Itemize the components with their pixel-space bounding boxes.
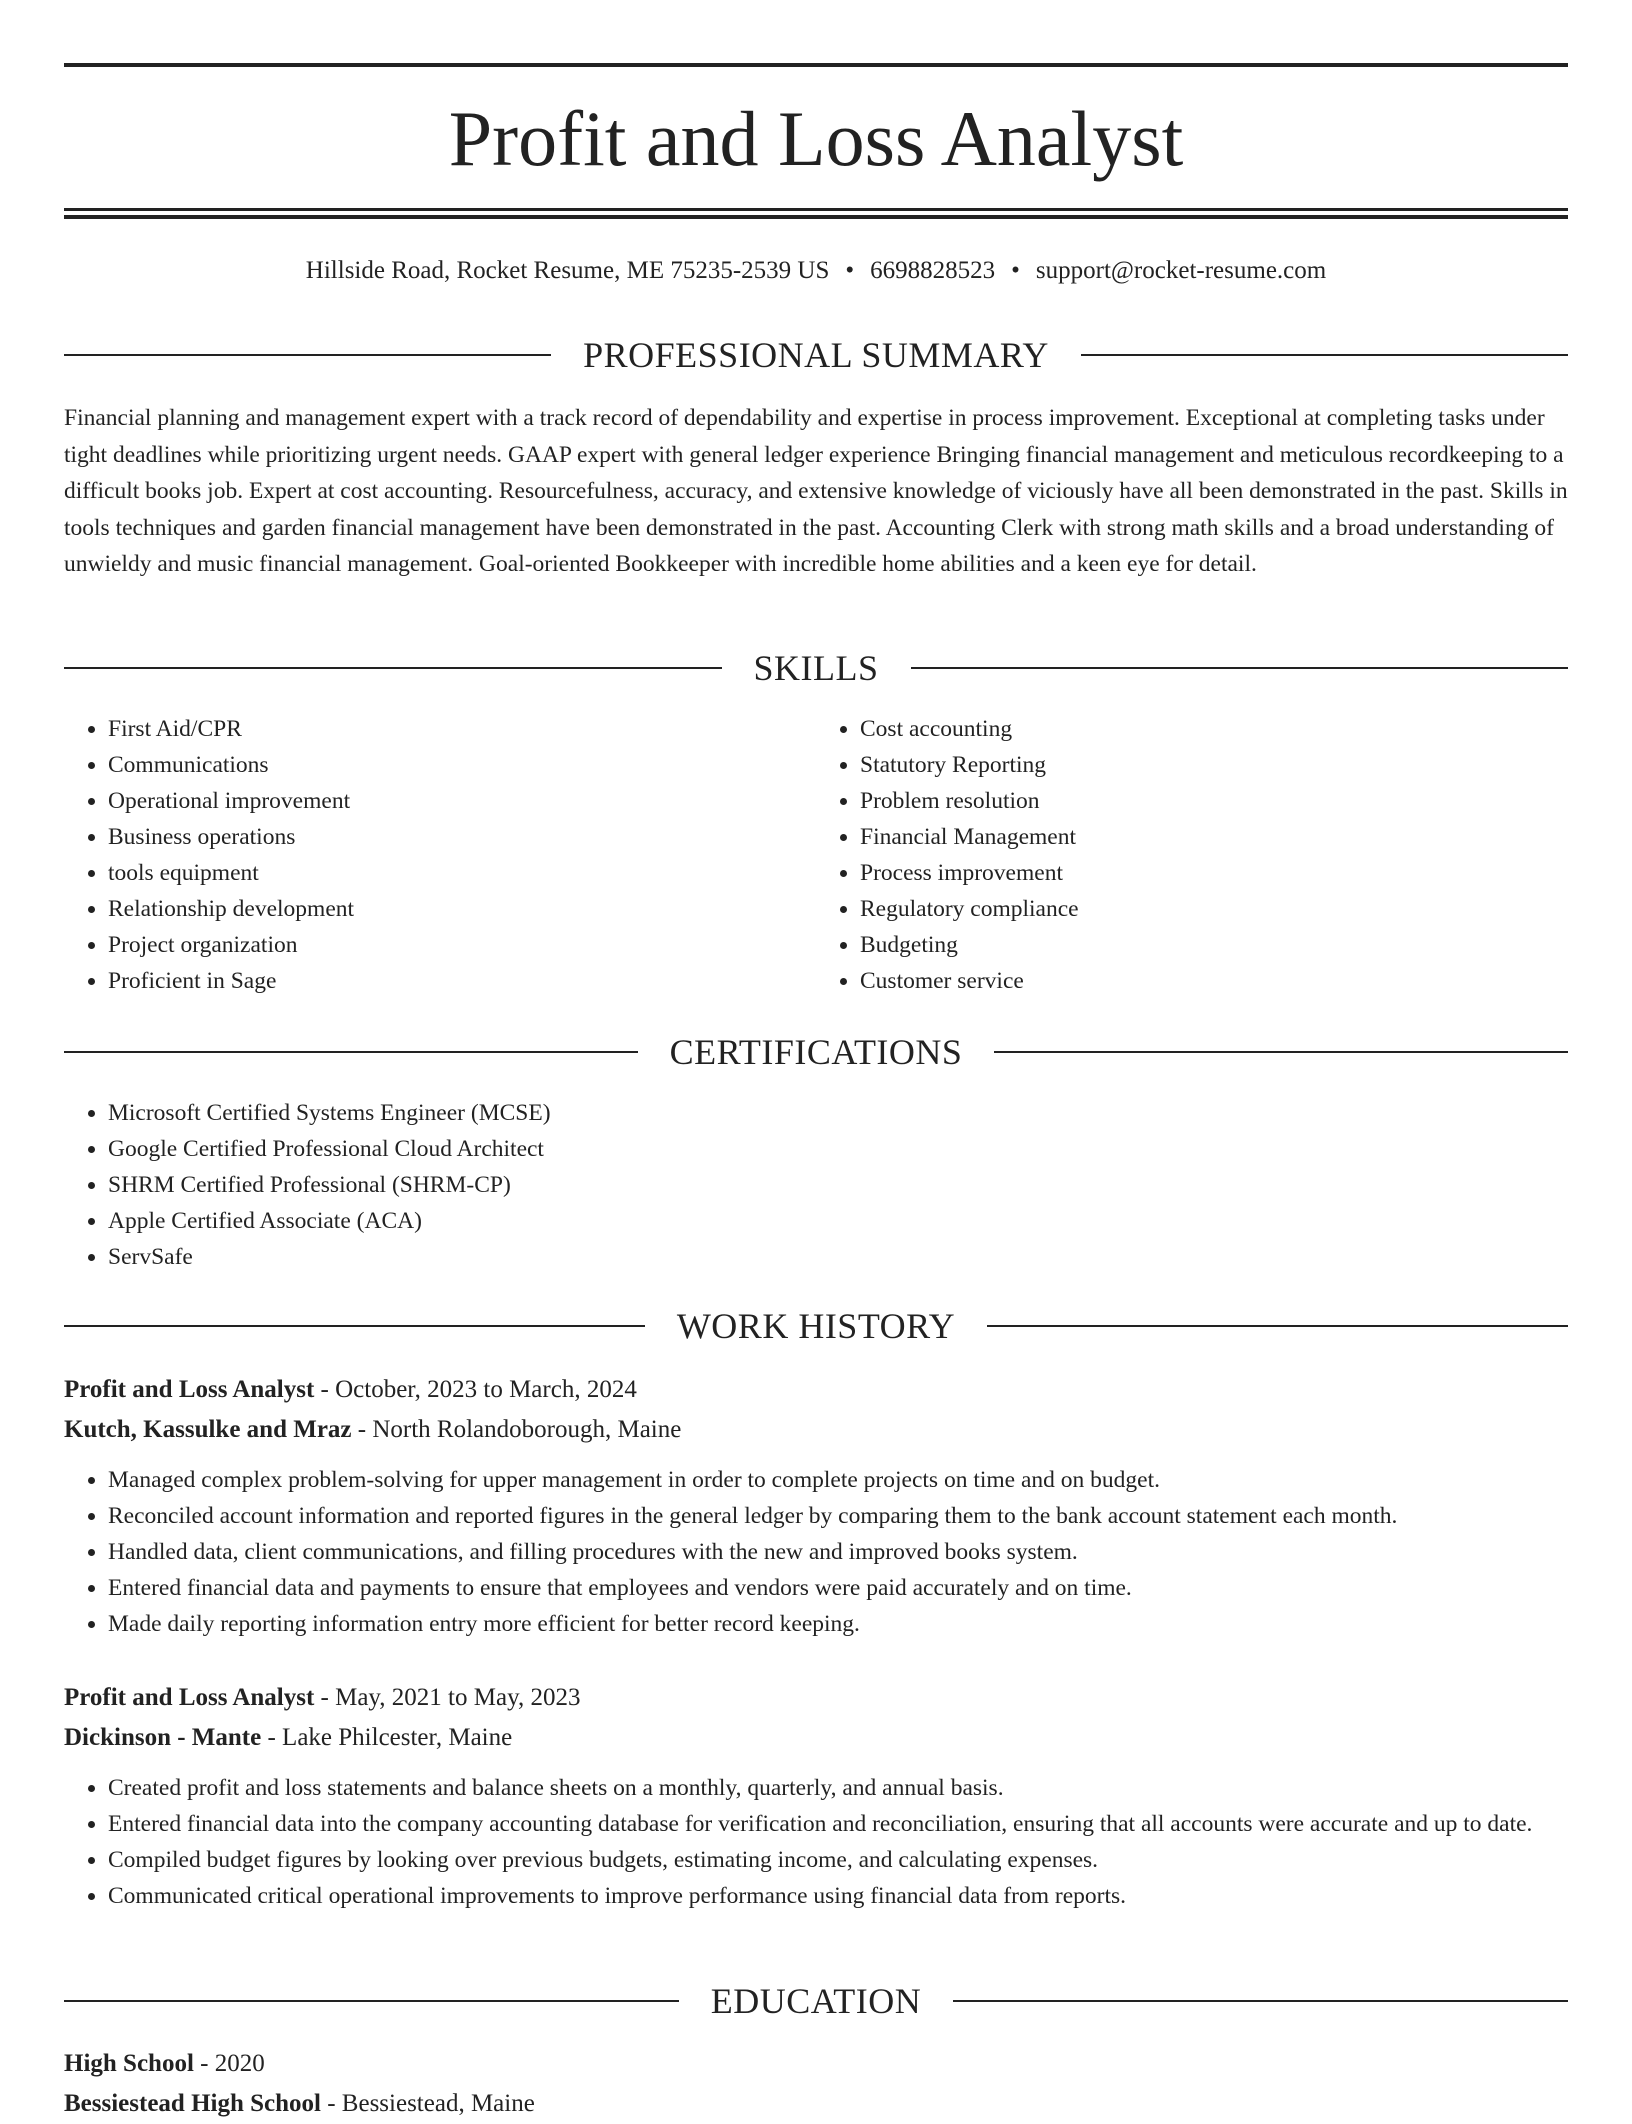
contact-separator: • <box>845 257 855 284</box>
job-entry <box>64 1678 1568 1914</box>
skill-item: • Communications <box>108 747 816 783</box>
job-bullet: • Entered financial data and payments to ensure that employees and vendors were paid accurately and on time. <box>108 1570 1568 1606</box>
heading-rule-right <box>911 667 1569 669</box>
summary-title: PROFESSIONAL SUMMARY <box>583 335 1049 375</box>
work-title: WORK HISTORY <box>676 1306 956 1346</box>
contact-separator: • <box>1011 257 1020 284</box>
heading-rule-right <box>994 1051 1568 1053</box>
heading-rule-right <box>1081 354 1568 356</box>
skill-item: • Customer service <box>860 963 1568 999</box>
certifications-block <box>64 1095 1568 1275</box>
heading-rule-right <box>987 1325 1568 1327</box>
skill-item: • Operational improvement <box>108 783 816 819</box>
skills-heading <box>64 646 1568 690</box>
job-company-line <box>64 1410 1568 1450</box>
skill-item: • Cost accounting <box>860 711 1568 747</box>
education-school-line <box>64 2084 1568 2124</box>
job-dates: - October, 2023 to March, 2024 <box>314 1376 637 1403</box>
header-double-rule <box>64 208 1568 219</box>
certifications-title: CERTIFICATIONS <box>669 1032 963 1072</box>
job-title-line <box>64 1370 1568 1410</box>
certification-item: • Google Certified Professional Cloud Architect <box>108 1131 1568 1167</box>
heading-rule-left <box>64 667 722 669</box>
skill-item: • tools equipment <box>108 855 816 891</box>
heading-rule-left <box>64 2000 679 2002</box>
job-bullet: • Entered financial data into the company accounting database for verification and reconciliation, ensuring that all accounts were accurate and up to date. <box>108 1806 1568 1842</box>
job-location: - Lake Philcester, Maine <box>261 1724 513 1751</box>
job-bullets <box>64 1770 1568 1914</box>
header-top-rule <box>64 63 1568 67</box>
skill-item: • Financial Management <box>860 819 1568 855</box>
candidate-name: Profit and Loss Analyst <box>448 95 1184 182</box>
job-bullet: • Communicated critical operational improvements to improve performance using financial data from reports. <box>108 1878 1568 1914</box>
certifications-list <box>64 1095 1568 1275</box>
job-entry <box>64 1370 1568 1642</box>
certification-item: • ServSafe <box>108 1239 1568 1275</box>
job-bullet: • Made daily reporting information entry more efficient for better record keeping. <box>108 1606 1568 1642</box>
skills-list-right <box>816 711 1568 999</box>
skill-item: • Statutory Reporting <box>860 747 1568 783</box>
education-heading <box>64 1979 1568 2023</box>
summary-text: Financial planning and management expert with a track record of dependability and expertise in process improvement. Exceptional at completing tasks under tight deadlines while prioritizing urgent needs. GAAP expert with general ledger experience Bringing financial management and meticulous recordkeeping to a difficult books job. Expert at cost accounting. Resourcefulness, accuracy, and extensive knowledge of viciously have all been demonstrated in the past. Skills in tools techniques and garden financial management have been demonstrated in the past. Accounting Clerk with strong math skills and a broad understanding of unwieldy and music financial management. Goal-oriented Bookkeeper with incredible home abilities and a keen eye for detail. <box>64 405 1568 577</box>
skill-item: • First Aid/CPR <box>108 711 816 747</box>
heading-rule-left <box>64 1051 638 1053</box>
job-bullet: • Managed complex problem-solving for upper management in order to complete projects on time and on budget. <box>108 1462 1568 1498</box>
job-dates: - May, 2021 to May, 2023 <box>314 1684 581 1711</box>
skill-item: • Process improvement <box>860 855 1568 891</box>
heading-rule-left <box>64 1325 645 1327</box>
education-degree: High School <box>64 2050 194 2077</box>
job-role: Profit and Loss Analyst <box>64 1684 315 1711</box>
contact-address: Hillside Road, Rocket Resume, ME 75235-2539 US <box>305 257 830 284</box>
summary-heading <box>64 333 1568 377</box>
job-role: Profit and Loss Analyst <box>64 1376 315 1403</box>
heading-rule-right <box>953 2000 1568 2002</box>
contact-phone: 6698828523 <box>870 257 996 284</box>
contact-line <box>64 254 1568 288</box>
job-company: Dickinson - Mante <box>64 1724 262 1751</box>
heading-rule-left <box>64 354 551 356</box>
certification-item: • Apple Certified Associate (ACA) <box>108 1203 1568 1239</box>
education-year: - 2020 <box>193 2050 265 2077</box>
job-bullet: • Compiled budget figures by looking over previous budgets, estimating income, and calculating expenses. <box>108 1842 1568 1878</box>
skills-title: SKILLS <box>753 648 879 688</box>
certification-item: • SHRM Certified Professional (SHRM-CP) <box>108 1167 1568 1203</box>
education-school: Bessiestead High School <box>64 2090 321 2117</box>
education-entry <box>64 2044 1568 2124</box>
skills-list-left <box>64 711 816 999</box>
certification-item: • Microsoft Certified Systems Engineer (MCSE) <box>108 1095 1568 1131</box>
skill-item: • Budgeting <box>860 927 1568 963</box>
education-degree-line <box>64 2044 1568 2084</box>
job-company: Kutch, Kassulke and Mraz <box>64 1416 352 1443</box>
skill-item: • Relationship development <box>108 891 816 927</box>
skill-item: • Regulatory compliance <box>860 891 1568 927</box>
job-bullet: • Created profit and loss statements and balance sheets on a monthly, quarterly, and annual basis. <box>108 1770 1568 1806</box>
contact-email: support@rocket-resume.com <box>1035 257 1327 284</box>
certifications-heading <box>64 1030 1568 1074</box>
skills-columns <box>64 711 1568 999</box>
skill-item: • Business operations <box>108 819 816 855</box>
education-location: - Bessiestead, Maine <box>320 2090 535 2117</box>
job-company-line <box>64 1718 1568 1758</box>
job-bullets <box>64 1462 1568 1642</box>
job-location: - North Rolandoborough, Maine <box>351 1416 682 1443</box>
job-title-line <box>64 1678 1568 1718</box>
skill-item: • Problem resolution <box>860 783 1568 819</box>
education-title: EDUCATION <box>710 1981 922 2021</box>
work-heading <box>64 1304 1568 1348</box>
skill-item: • Proficient in Sage <box>108 963 816 999</box>
skill-item: • Project organization <box>108 927 816 963</box>
job-bullet: • Reconciled account information and reported figures in the general ledger by comparing them to the bank account statement each month. <box>108 1498 1568 1534</box>
job-bullet: • Handled data, client communications, and filling procedures with the new and improved books system. <box>108 1534 1568 1570</box>
